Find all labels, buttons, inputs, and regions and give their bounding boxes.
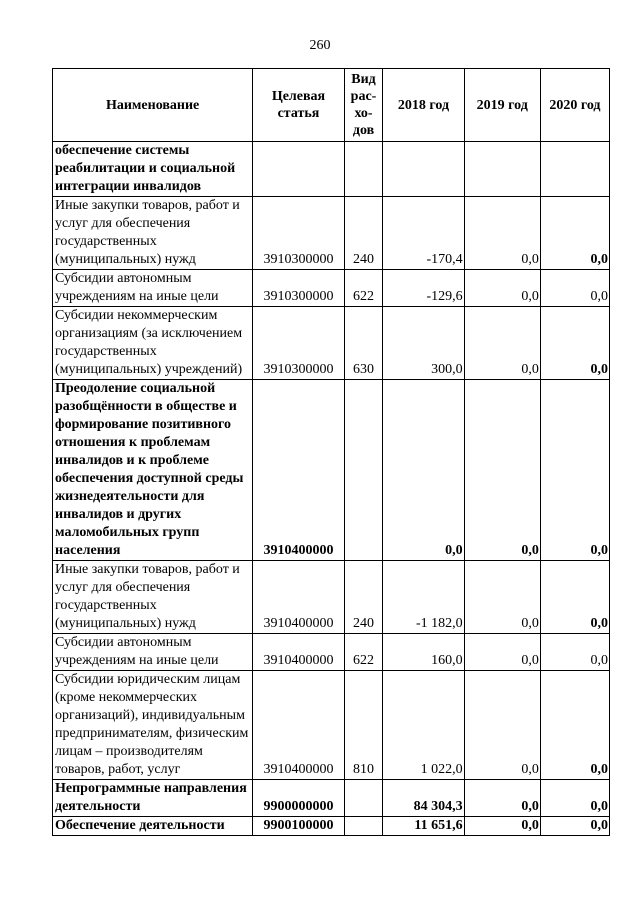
table-row — [53, 197, 610, 270]
row-vid: 630 — [344, 307, 383, 380]
row-name: Субсидии автономным учреждениям на иные цели — [53, 270, 253, 307]
row-code: 9900000000 — [253, 780, 344, 817]
row-2020: 0,0 — [540, 671, 609, 780]
row-code — [253, 142, 344, 197]
table-row — [53, 780, 610, 817]
row-vid — [344, 817, 383, 836]
row-2018 — [383, 142, 464, 197]
table-header-row — [53, 69, 610, 142]
table-row — [53, 671, 610, 780]
row-2018: 160,0 — [383, 634, 464, 671]
row-name: Субсидии юридическим лицам (кроме некоммерческих организаций), индивидуальным предпринимателям, физическим лицам – производителям товаров, работ, услуг — [53, 671, 253, 780]
row-2020: 0,0 — [540, 380, 609, 561]
row-2020: 0,0 — [540, 817, 609, 836]
row-2018: 1 022,0 — [383, 671, 464, 780]
row-code: 3910400000 — [253, 380, 344, 561]
row-2018: -170,4 — [383, 197, 464, 270]
row-2019: 0,0 — [464, 380, 540, 561]
header-vid: Вид рас- хо- дов — [344, 69, 383, 142]
row-2019: 0,0 — [464, 671, 540, 780]
row-2018: -1 182,0 — [383, 561, 464, 634]
row-2020: 0,0 — [540, 197, 609, 270]
table-row — [53, 634, 610, 671]
row-code: 3910300000 — [253, 307, 344, 380]
row-2019: 0,0 — [464, 197, 540, 270]
row-2020: 0,0 — [540, 780, 609, 817]
row-vid: 810 — [344, 671, 383, 780]
row-2019: 0,0 — [464, 634, 540, 671]
row-2019: 0,0 — [464, 817, 540, 836]
header-2020: 2020 год — [540, 69, 609, 142]
table-row — [53, 307, 610, 380]
row-vid: 240 — [344, 197, 383, 270]
row-code: 3910400000 — [253, 561, 344, 634]
row-vid: 622 — [344, 634, 383, 671]
row-2020: 0,0 — [540, 307, 609, 380]
table-row — [53, 380, 610, 561]
budget-table — [52, 68, 610, 836]
row-vid: 622 — [344, 270, 383, 307]
header-name: Наименование — [53, 69, 253, 142]
row-2019: 0,0 — [464, 270, 540, 307]
row-code: 9900100000 — [253, 817, 344, 836]
row-name: Обеспечение деятельности — [53, 817, 253, 836]
row-2018: -129,6 — [383, 270, 464, 307]
row-2020: 0,0 — [540, 561, 609, 634]
row-name: Иные закупки товаров, работ и услуг для обеспечения государственных (муниципальных) нужд — [53, 561, 253, 634]
row-name: Иные закупки товаров, работ и услуг для обеспечения государственных (муниципальных) нужд — [53, 197, 253, 270]
row-name: обеспечение системы реабилитации и социальной интеграции инвалидов — [53, 142, 253, 197]
row-2018: 300,0 — [383, 307, 464, 380]
page-number: 260 — [309, 38, 331, 53]
row-2019: 0,0 — [464, 307, 540, 380]
header-code: Целевая статья — [253, 69, 344, 142]
table-row — [53, 817, 610, 836]
row-name: Непрограммные направления деятельности — [53, 780, 253, 817]
row-2019 — [464, 142, 540, 197]
header-2018: 2018 год — [383, 69, 464, 142]
row-code: 3910400000 — [253, 634, 344, 671]
row-2020: 0,0 — [540, 634, 609, 671]
table-row — [53, 270, 610, 307]
header-2019: 2019 год — [464, 69, 540, 142]
row-2018: 0,0 — [383, 380, 464, 561]
row-code: 3910300000 — [253, 270, 344, 307]
row-code: 3910400000 — [253, 671, 344, 780]
row-name: Субсидии некоммерческим организациям (за исключением государственных (муниципальных) учреждений) — [53, 307, 253, 380]
row-2018: 84 304,3 — [383, 780, 464, 817]
row-code: 3910300000 — [253, 197, 344, 270]
row-2018: 11 651,6 — [383, 817, 464, 836]
table-row — [53, 142, 610, 197]
row-vid — [344, 780, 383, 817]
table-row — [53, 561, 610, 634]
row-2020 — [540, 142, 609, 197]
row-name: Субсидии автономным учреждениям на иные цели — [53, 634, 253, 671]
row-vid — [344, 380, 383, 561]
row-2019: 0,0 — [464, 780, 540, 817]
row-2020: 0,0 — [540, 270, 609, 307]
row-vid — [344, 142, 383, 197]
row-2019: 0,0 — [464, 561, 540, 634]
row-vid: 240 — [344, 561, 383, 634]
row-name: Преодоление социальной разобщённости в обществе и формирование позитивного отношения к проблемам инвалидов и к проблеме обеспечения доступной среды жизнедеятельности для инвалидов и других маломобильных групп населения — [53, 380, 253, 561]
